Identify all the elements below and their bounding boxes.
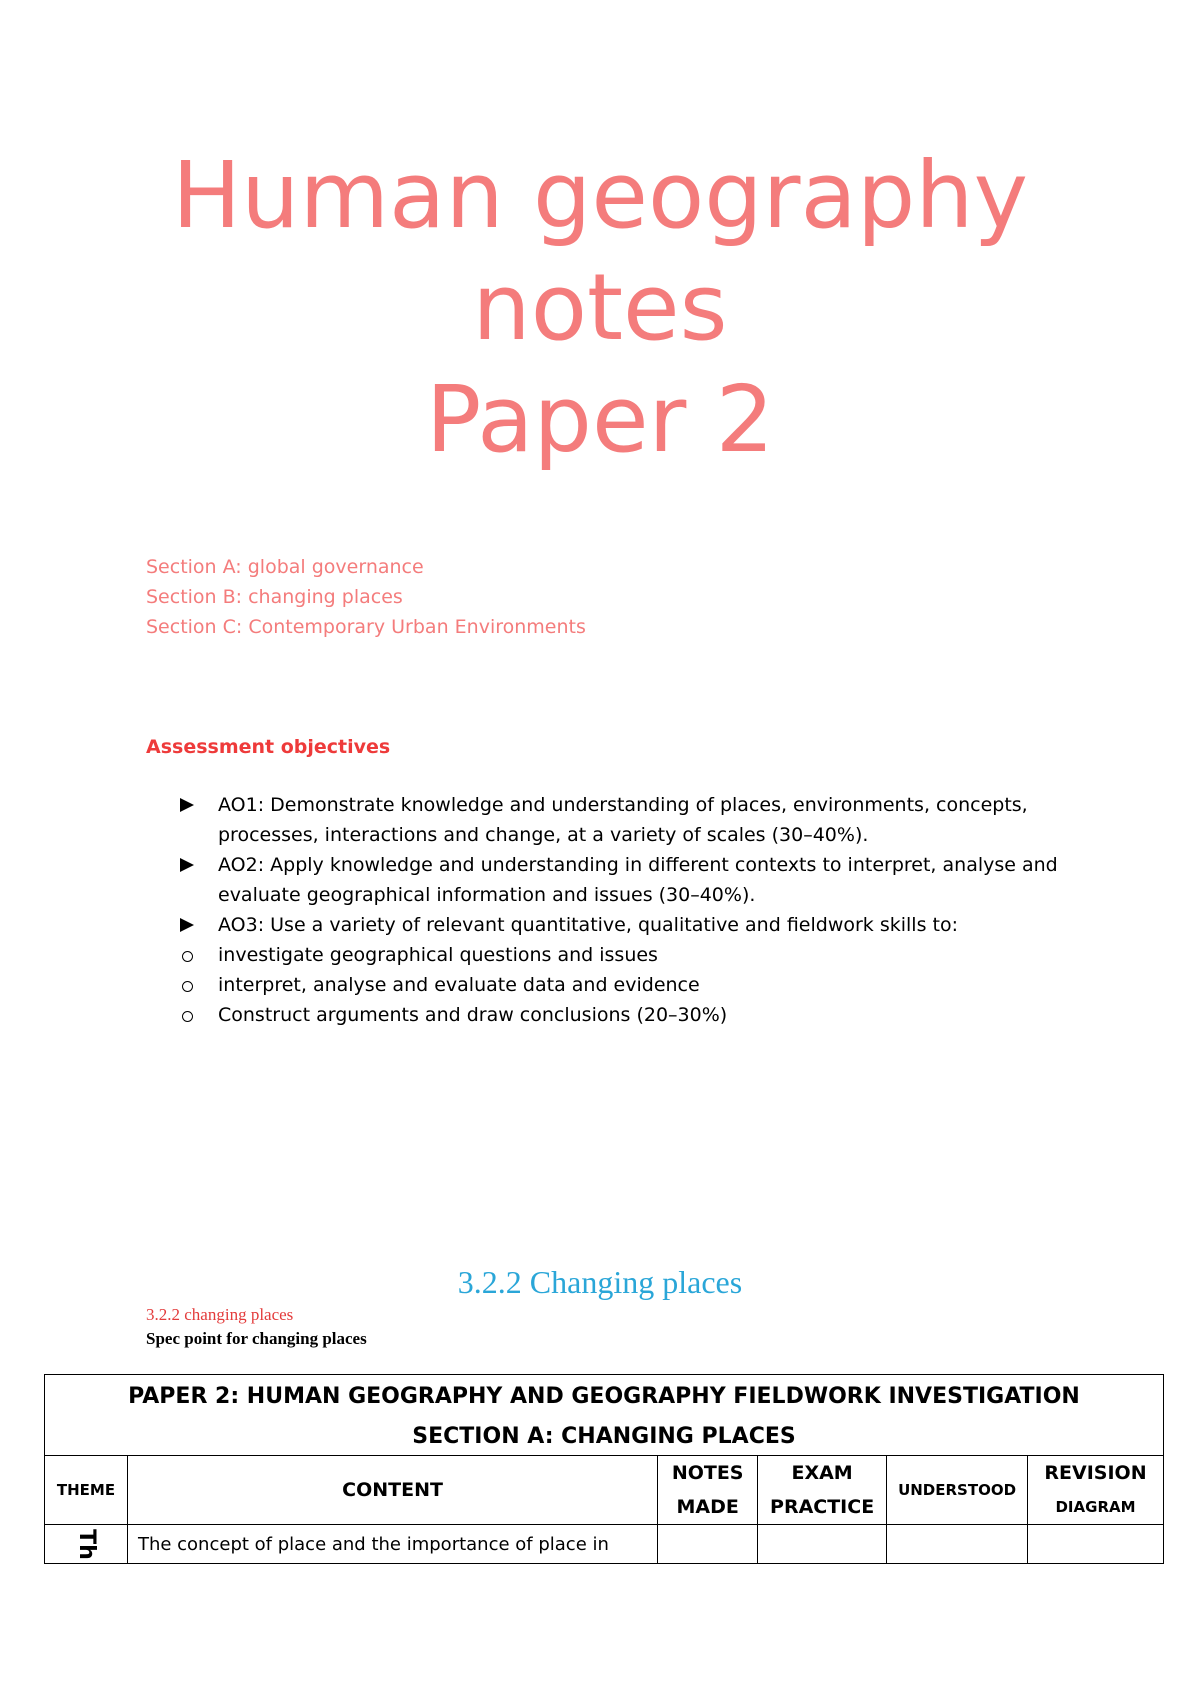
- list-item: [180, 970, 1080, 1000]
- circle-bullet-icon: [180, 940, 210, 971]
- col-exam-practice: [758, 1456, 887, 1525]
- table-title-2: SECTION A: CHANGING PLACES: [45, 1417, 1164, 1456]
- row-content: The concept of place and the importance of place in: [127, 1525, 657, 1564]
- section-c: Section C: Contemporary Urban Environments: [146, 616, 586, 638]
- ao1-text: AO1: Demonstrate knowledge and understanding of places, environments, concepts, processes, interactions and change, at a variety of scales (30–40%).: [218, 794, 1028, 846]
- col-revision-diagram-line2: DIAGRAM: [1055, 1498, 1136, 1516]
- changing-places-heading: 3.2.2 Changing places: [457, 1264, 743, 1300]
- list-item: [180, 910, 1080, 940]
- spec-table: [44, 1374, 1164, 1564]
- ao3-sub-3: Construct arguments and draw conclusions (20–30%): [218, 1004, 728, 1026]
- document-title: [0, 140, 1200, 476]
- ao2-text: AO2: Apply knowledge and understanding in different contexts to interpret, analyse and evaluate geographical information and issues (30–40%).: [218, 854, 1058, 906]
- row-exam-practice-cell: [758, 1525, 887, 1564]
- col-revision-diagram: [1028, 1456, 1164, 1525]
- list-item: [180, 850, 1080, 910]
- col-notes-made-line2: MADE: [676, 1496, 739, 1518]
- arrow-bullet-icon: [180, 790, 210, 821]
- col-theme: THEME: [45, 1456, 128, 1525]
- changing-places-label: 3.2.2 changing places: [146, 1305, 294, 1324]
- list-item: [180, 940, 1080, 970]
- table-row: [45, 1525, 1164, 1564]
- row-notes-made-cell: [658, 1525, 758, 1564]
- spec-point-label: Spec point for changing places: [146, 1329, 367, 1348]
- col-understood: UNDERSTOOD: [887, 1456, 1028, 1525]
- col-exam-practice-line1: EXAM: [791, 1462, 853, 1484]
- row-theme-cell: [45, 1525, 128, 1564]
- list-item: [180, 1000, 1080, 1030]
- section-a: Section A: global governance: [146, 556, 424, 578]
- title-line-2: notes: [472, 254, 728, 361]
- col-notes-made-line1: NOTES: [671, 1462, 744, 1484]
- circle-bullet-icon: [180, 1000, 210, 1031]
- ao3-sub-2: interpret, analyse and evaluate data and evidence: [218, 974, 700, 996]
- assessment-list: [180, 790, 1080, 1030]
- title-line-3: Paper 2: [425, 366, 775, 473]
- col-exam-practice-line2: PRACTICE: [770, 1496, 875, 1518]
- ao3-sub-1: investigate geographical questions and issues: [218, 944, 658, 966]
- assessment-heading: Assessment objectives: [146, 736, 391, 758]
- row-theme: Th: [73, 1528, 99, 1560]
- table-header-row: [45, 1456, 1164, 1525]
- arrow-bullet-icon: [180, 910, 210, 941]
- table-title-1: PAPER 2: HUMAN GEOGRAPHY AND GEOGRAPHY FIELDWORK INVESTIGATION: [45, 1375, 1164, 1418]
- col-content: CONTENT: [127, 1456, 657, 1525]
- row-understood-cell: [887, 1525, 1028, 1564]
- circle-bullet-icon: [180, 970, 210, 1001]
- arrow-bullet-icon: [180, 850, 210, 881]
- section-b: Section B: changing places: [146, 586, 403, 608]
- row-revision-diagram-cell: [1028, 1525, 1164, 1564]
- sections-list: [146, 552, 586, 642]
- list-item: [180, 790, 1080, 850]
- ao3-text: AO3: Use a variety of relevant quantitative, qualitative and fieldwork skills to:: [218, 914, 958, 936]
- col-revision-diagram-line1: REVISION: [1044, 1462, 1147, 1484]
- title-line-1: Human geography: [171, 142, 1029, 249]
- col-notes-made: [658, 1456, 758, 1525]
